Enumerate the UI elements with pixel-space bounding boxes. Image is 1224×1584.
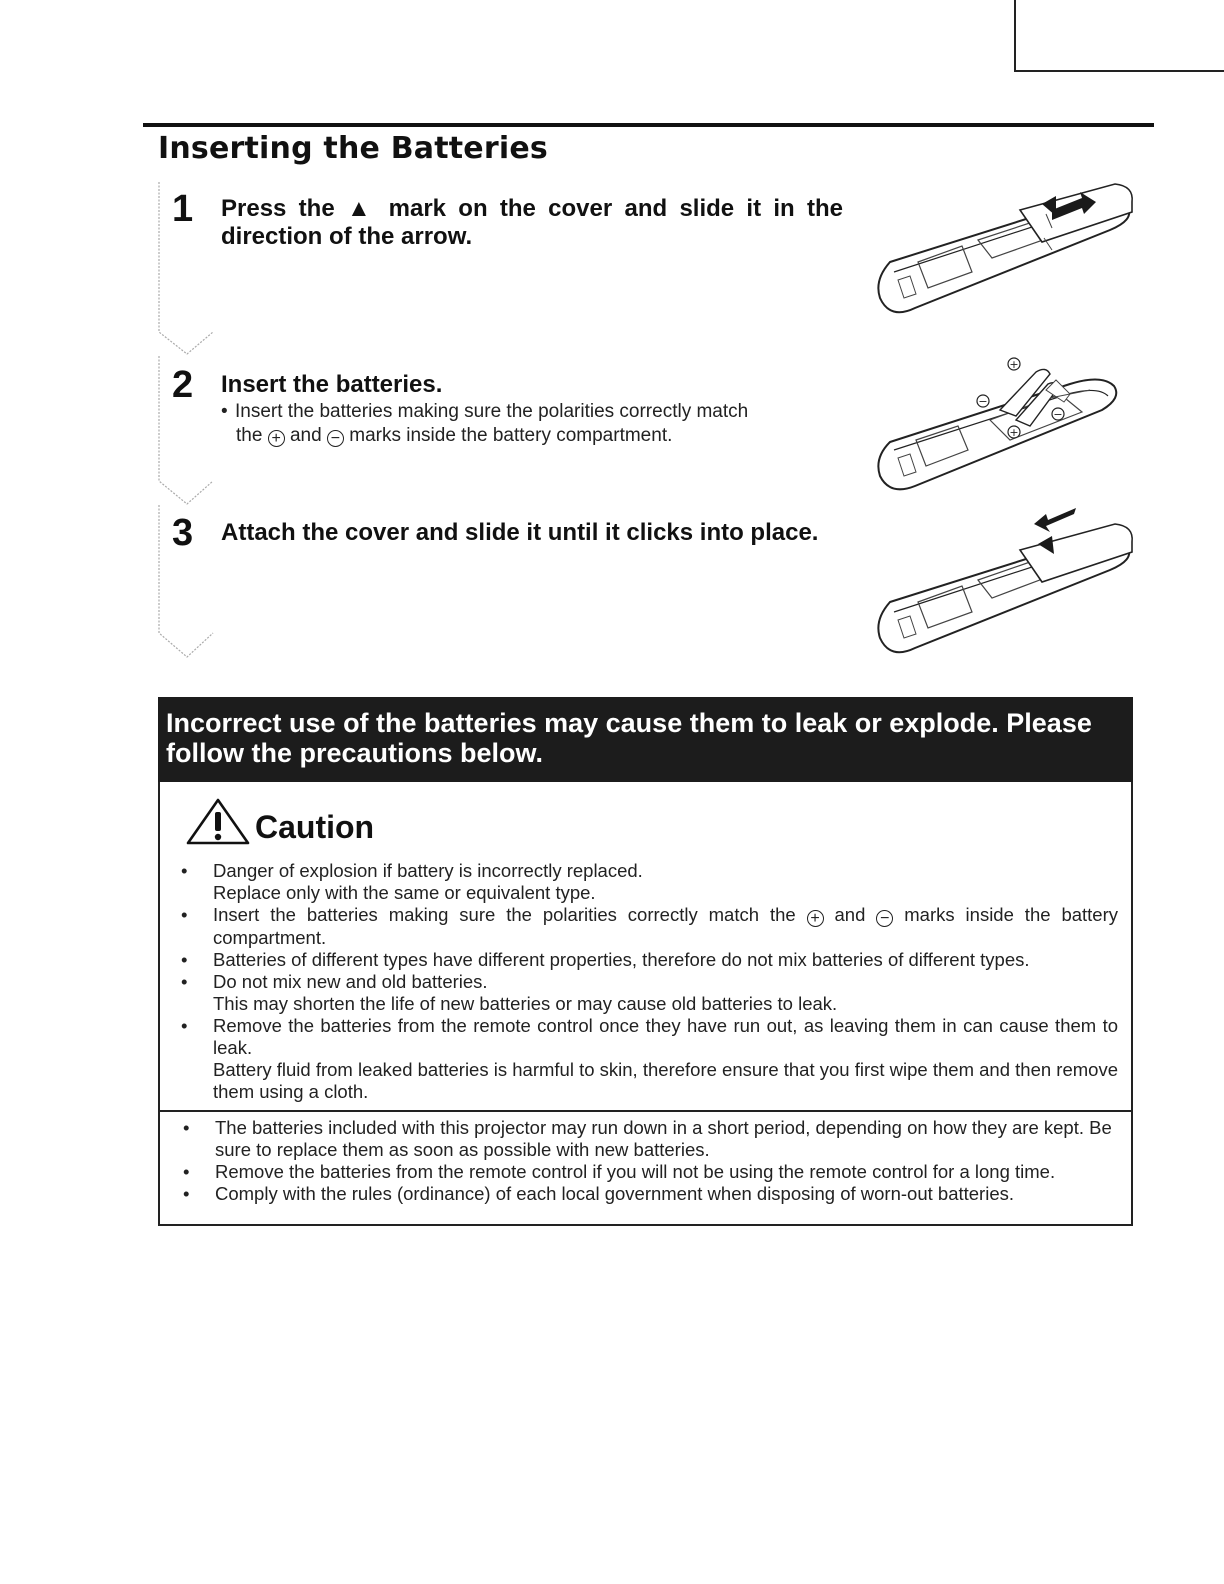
caution-item: • Do not mix new and old batteries. This may shorten the life of new batteries or may cause old batteries to leak.	[178, 971, 1118, 1015]
plus-terminal-icon: +	[807, 910, 824, 927]
section-title: Inserting the Batteries	[158, 131, 548, 166]
step-2-note-line-2: the + and − marks inside the battery compartment.	[236, 425, 673, 447]
illus-plus-label-2: +	[1009, 426, 1019, 439]
note-item: • Remove the batteries from the remote control if you will not be using the remote control for a long time.	[178, 1161, 1118, 1183]
caution-divider	[158, 1110, 1133, 1112]
note-item: • Comply with the rules (ordinance) of each local government when disposing of worn-out batteries.	[178, 1183, 1118, 1205]
minus-terminal-icon: −	[876, 910, 893, 927]
caution-heading	[185, 797, 374, 845]
step-2-number: 2	[172, 364, 194, 406]
illus-minus-label: −	[978, 395, 988, 408]
illus-plus-label: +	[1009, 358, 1019, 371]
caution-item: • Insert the batteries making sure the polarities correctly match the + and − marks inside the battery compartment.	[178, 904, 1118, 949]
caution-list	[178, 860, 1118, 1103]
step-2-note-line-1: • Insert the batteries making sure the polarities correctly match	[221, 401, 749, 422]
header-rule	[143, 123, 1154, 127]
step-1-number: 1	[172, 188, 194, 230]
step-3-title: Attach the cover and slide it until it clicks into place.	[221, 519, 819, 546]
step-1-title-pre: Press the	[221, 195, 347, 222]
illus-minus-label-2: −	[1053, 408, 1063, 421]
remote-attach-cover-illustration	[870, 500, 1145, 660]
note-item: • The batteries included with this projector may run down in a short period, depending on how they are kept. Be sure to replace them as soon as possible with new batteries.	[178, 1117, 1118, 1161]
minus-terminal-icon: −	[327, 430, 344, 447]
notes-list	[178, 1117, 1118, 1205]
step-1-title	[221, 195, 843, 251]
step-1-title-post: mark on the cover and slide it in the direction of the arrow.	[221, 195, 843, 250]
warning-triangle-icon	[185, 797, 251, 845]
corner-tab-box	[1014, 0, 1224, 72]
step-2-note	[221, 400, 841, 448]
caution-title: Caution	[255, 809, 375, 845]
caution-item: • Batteries of different types have different properties, therefore do not mix batteries of different types.	[178, 949, 1118, 971]
caution-item: • Remove the batteries from the remote control once they have run out, as leaving them in can cause them to leak. Battery fluid from leaked batteries is harmful to skin, therefore ensure that you first wipe them and then remove them using a cloth.	[178, 1015, 1118, 1103]
step-2-title: Insert the batteries.	[221, 371, 443, 398]
caution-item: • Danger of explosion if battery is incorrectly replaced. Replace only with the same or equivalent type.	[178, 860, 1118, 904]
bullet-icon: •	[221, 401, 228, 422]
step-3-number: 3	[172, 512, 194, 554]
remote-open-cover-illustration	[870, 180, 1145, 325]
triangle-mark-icon: ▲	[346, 195, 377, 222]
plus-terminal-icon: +	[268, 430, 285, 447]
warning-banner: Incorrect use of the batteries may cause them to leak or explode. Please follow the precautions below.	[158, 697, 1133, 782]
remote-batteries-illustration	[870, 350, 1145, 495]
